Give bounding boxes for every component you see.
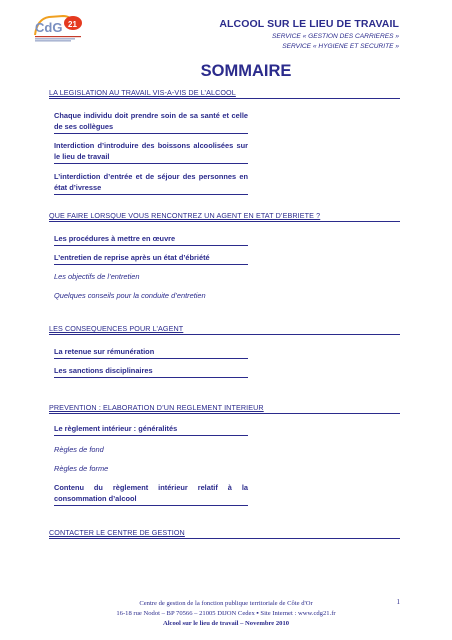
footer-organisation: Centre de gestion de la fonction publique territoriale de Côte d'Or <box>139 600 313 607</box>
toc-subitem[interactable]: Règles de fond <box>54 445 104 454</box>
toc-section-contact[interactable]: CONTACTER LE CENTRE DE GESTION <box>49 528 185 537</box>
item-rule <box>54 163 248 164</box>
footer-address: 16-18 rue Nodot – BP 70566 – 21005 DIJON Cedex ▪ Site Internet : www.cdg21.fr <box>116 610 336 617</box>
toc-item[interactable]: Les sanctions disciplinaires <box>54 366 153 375</box>
item-rule <box>54 435 248 436</box>
svg-text:21: 21 <box>68 20 77 29</box>
toc-subitem[interactable]: Règles de forme <box>54 464 109 473</box>
section-rule <box>49 334 400 335</box>
toc-item[interactable]: Interdiction d’introduire des boissons alcoolisées sur le lieu de travail <box>54 141 248 161</box>
item-rule <box>54 194 248 195</box>
toc-subitem[interactable]: Quelques conseils pour la conduite d’entretien <box>54 291 206 300</box>
toc-section-prevention[interactable]: PREVENTION : ELABORATION D’UN REGLEMENT INTERIEUR <box>49 403 264 412</box>
toc-item[interactable]: Le règlement intérieur : généralités <box>54 424 178 433</box>
subtitle-careers: SERVICE « GESTION DES CARRIERES » <box>271 33 399 40</box>
toc-title: SOMMAIRE <box>200 62 292 80</box>
toc-item[interactable]: L’interdiction d’entrée et de séjour des personnes en état d’ivresse <box>54 172 248 192</box>
toc-item[interactable]: Chaque individu doit prendre soin de sa santé et celle de ses collègues <box>54 111 248 131</box>
page-number: 1 <box>396 598 400 606</box>
section-rule <box>49 538 400 539</box>
section-rule <box>49 413 400 414</box>
toc-item[interactable]: La retenue sur rémunération <box>54 347 155 356</box>
toc-section-legislation[interactable]: LA LEGISLATION AU TRAVAIL VIS-A-VIS DE L’ALCOOL <box>49 88 236 97</box>
toc-section-consequences[interactable]: LES CONSEQUENCES POUR L’AGENT <box>49 324 184 333</box>
footer-doc-title: Alcool sur le lieu de travail – Novembre 2010 <box>162 620 290 627</box>
item-rule <box>54 133 248 134</box>
document-title: ALCOOL SUR LE LIEU DE TRAVAIL <box>219 18 399 30</box>
toc-subitem[interactable]: Les objectifs de l’entretien <box>54 272 140 281</box>
toc-item[interactable]: Contenu du règlement intérieur relatif à la consommation d’alcool <box>54 483 248 503</box>
svg-text:CdG: CdG <box>35 20 63 35</box>
item-rule <box>54 245 248 246</box>
section-rule <box>49 221 400 222</box>
toc-item[interactable]: L’entretien de reprise après un état d’ébriété <box>54 253 210 262</box>
item-rule <box>54 264 248 265</box>
toc-section-ebriete[interactable]: QUE FAIRE LORSQUE VOUS RENCONTREZ UN AGENT EN ETAT D’EBRIETE ? <box>49 211 321 220</box>
item-rule <box>54 505 248 506</box>
item-rule <box>54 377 248 378</box>
toc-item[interactable]: Les procédures à mettre en œuvre <box>54 234 176 243</box>
subtitle-safety: SERVICE « HYGIENE ET SECURITE » <box>282 43 399 50</box>
item-rule <box>54 358 248 359</box>
cdg21-logo <box>33 13 85 43</box>
section-rule <box>49 98 400 99</box>
